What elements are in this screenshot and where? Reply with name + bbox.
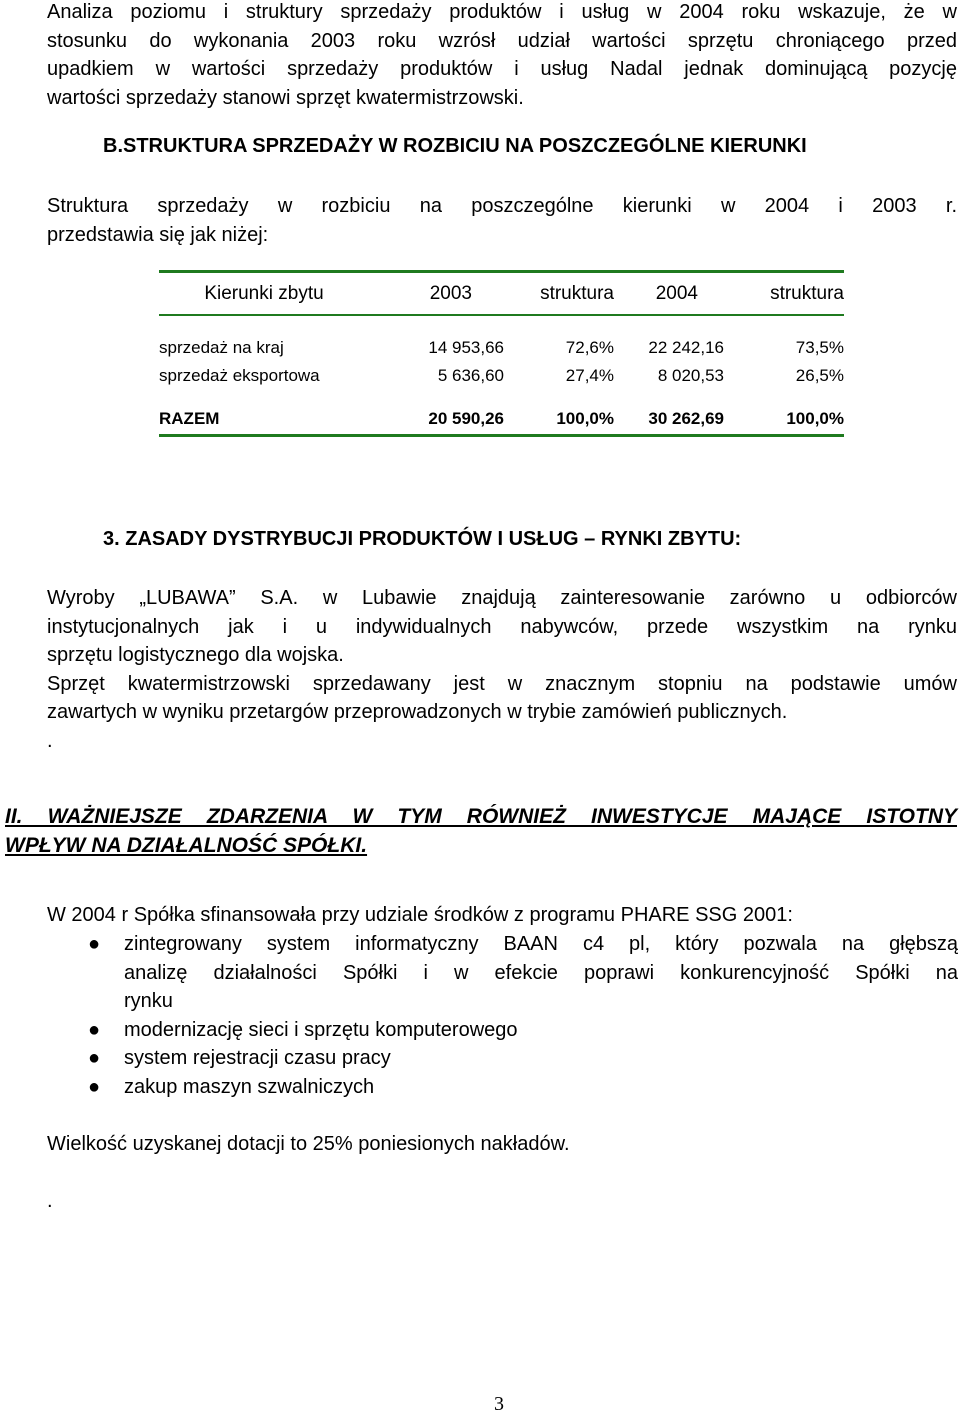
table-cell: 22 242,16 [648, 338, 724, 357]
table-cell: RAZEM [159, 404, 369, 436]
section-3-line: zawartych w wyniku przetargów przeprowadzonych w trybie zamówień publicznych. [47, 701, 788, 723]
sales-structure-table [159, 270, 844, 437]
table-row [159, 362, 844, 390]
intro-line: wartości sprzedaży stanowi sprzęt kwatermistrzowski. [47, 86, 524, 109]
section-3-heading: 3. ZASADY DYSTRYBUCJI PRODUKTÓW I USŁUG – RYNKI ZBYTU: [103, 528, 742, 550]
section-ii-heading-line: II. WAŻNIEJSZE ZDARZENIA W TYM RÓWNIEŻ INWESTYCJE MAJĄCE ISTOTNY [5, 805, 957, 828]
table-cell: sprzedaż eksportowa [159, 366, 320, 385]
table-cell: 27,4% [565, 366, 614, 385]
list-item [46, 1044, 958, 1073]
list-item [46, 1073, 958, 1102]
table-cell: 14 953,66 [428, 338, 504, 357]
section-3-body [47, 584, 957, 755]
list-item-label: zakup maszyn szwalniczych [124, 1075, 375, 1098]
list-item [46, 930, 958, 1016]
list-item-line: zintegrowany system informatyczny BAAN c4 pl, który pozwala na głębszą [124, 933, 958, 955]
list-item-label: modernizację sieci i sprzętu komputerowego [124, 1018, 518, 1041]
section-b-heading: B.STRUKTURA SPRZEDAŻY W ROZBICIU NA POSZCZEGÓLNE KIERUNKI [103, 135, 807, 157]
table-total-row [159, 404, 844, 436]
bullet-icon: ● [88, 1075, 101, 1098]
intro-line: upadkiem w wartości sprzedaży produktów i usług Nadal jednak dominującą pozycję [47, 58, 957, 80]
bullet-icon: ● [88, 1047, 101, 1069]
section-3-line: Sprzęt kwatermistrzowski sprzedawany jest w znacznym stopniu na podstawie umów [47, 672, 957, 695]
list-item-line: analizę działalności Spółki i w efekcie poprawi konkurencyjność Spółki na [124, 961, 958, 984]
table-cell: 73,5% [795, 338, 844, 357]
section-3-dot: . [47, 729, 53, 752]
subsidy-text: Wielkość uzyskanej dotacji to 25% poniesionych nakładów. [47, 1133, 570, 1155]
bullet-icon: ● [88, 1018, 101, 1041]
page-number: 3 [494, 1393, 504, 1415]
table-cell: sprzedaż na kraj [159, 338, 284, 357]
section-ii-heading-line: WPŁYW NA DZIAŁALNOŚĆ SPÓŁKI. [5, 833, 368, 857]
table-header-row [159, 272, 844, 316]
intro-paragraph [47, 0, 957, 112]
section-ii-intro: W 2004 r Spółka sfinansowała przy udziale środków z programu PHARE SSG 2001: [47, 904, 793, 926]
section-ii-heading [5, 803, 957, 860]
investment-list [46, 930, 958, 1101]
list-item-line: rynku [124, 990, 173, 1012]
table-header-cell: struktura [724, 272, 844, 316]
section-b-line: przedstawia się jak niżej: [47, 223, 269, 246]
table-row [159, 334, 844, 362]
trailing-dot: . [47, 1190, 53, 1212]
bullet-icon: ● [88, 933, 101, 955]
intro-line: Analiza poziomu i struktury sprzedaży produktów i usług w 2004 roku wskazuje, że w [47, 1, 957, 23]
table-header-cell: 2003 [369, 272, 504, 316]
table-header-cell: 2004 [614, 272, 724, 316]
list-item-label: system rejestracji czasu pracy [124, 1047, 391, 1069]
table-cell: 100,0% [504, 404, 614, 436]
list-item [46, 1016, 958, 1045]
table-cell: 72,6% [565, 338, 614, 357]
table-cell: 100,0% [724, 404, 844, 436]
intro-line: stosunku do wykonania 2003 roku wzrósł udział wartości sprzętu chroniącego przed [47, 29, 957, 52]
table-cell: 5 636,60 [437, 366, 504, 385]
table-cell: 30 262,69 [614, 404, 724, 436]
section-3-line: instytucjonalnych jak i u indywidualnych nabywców, przede wszystkim na rynku [47, 615, 957, 638]
table-header-cell: struktura [504, 272, 614, 316]
section-3-line: sprzętu logistycznego dla wojska. [47, 644, 344, 666]
section-b-line: Struktura sprzedaży w rozbiciu na poszczególne kierunki w 2004 i 2003 r. [47, 195, 957, 217]
section-b-intro [47, 192, 957, 249]
table-cell: 20 590,26 [369, 404, 504, 436]
table-cell: 8 020,53 [657, 366, 724, 385]
section-3-line: Wyroby „LUBAWA” S.A. w Lubawie znajdują zainteresowanie zarówno u odbiorców [47, 587, 957, 609]
table-cell: 26,5% [795, 366, 844, 385]
table-header-cell: Kierunki zbytu [159, 272, 369, 316]
